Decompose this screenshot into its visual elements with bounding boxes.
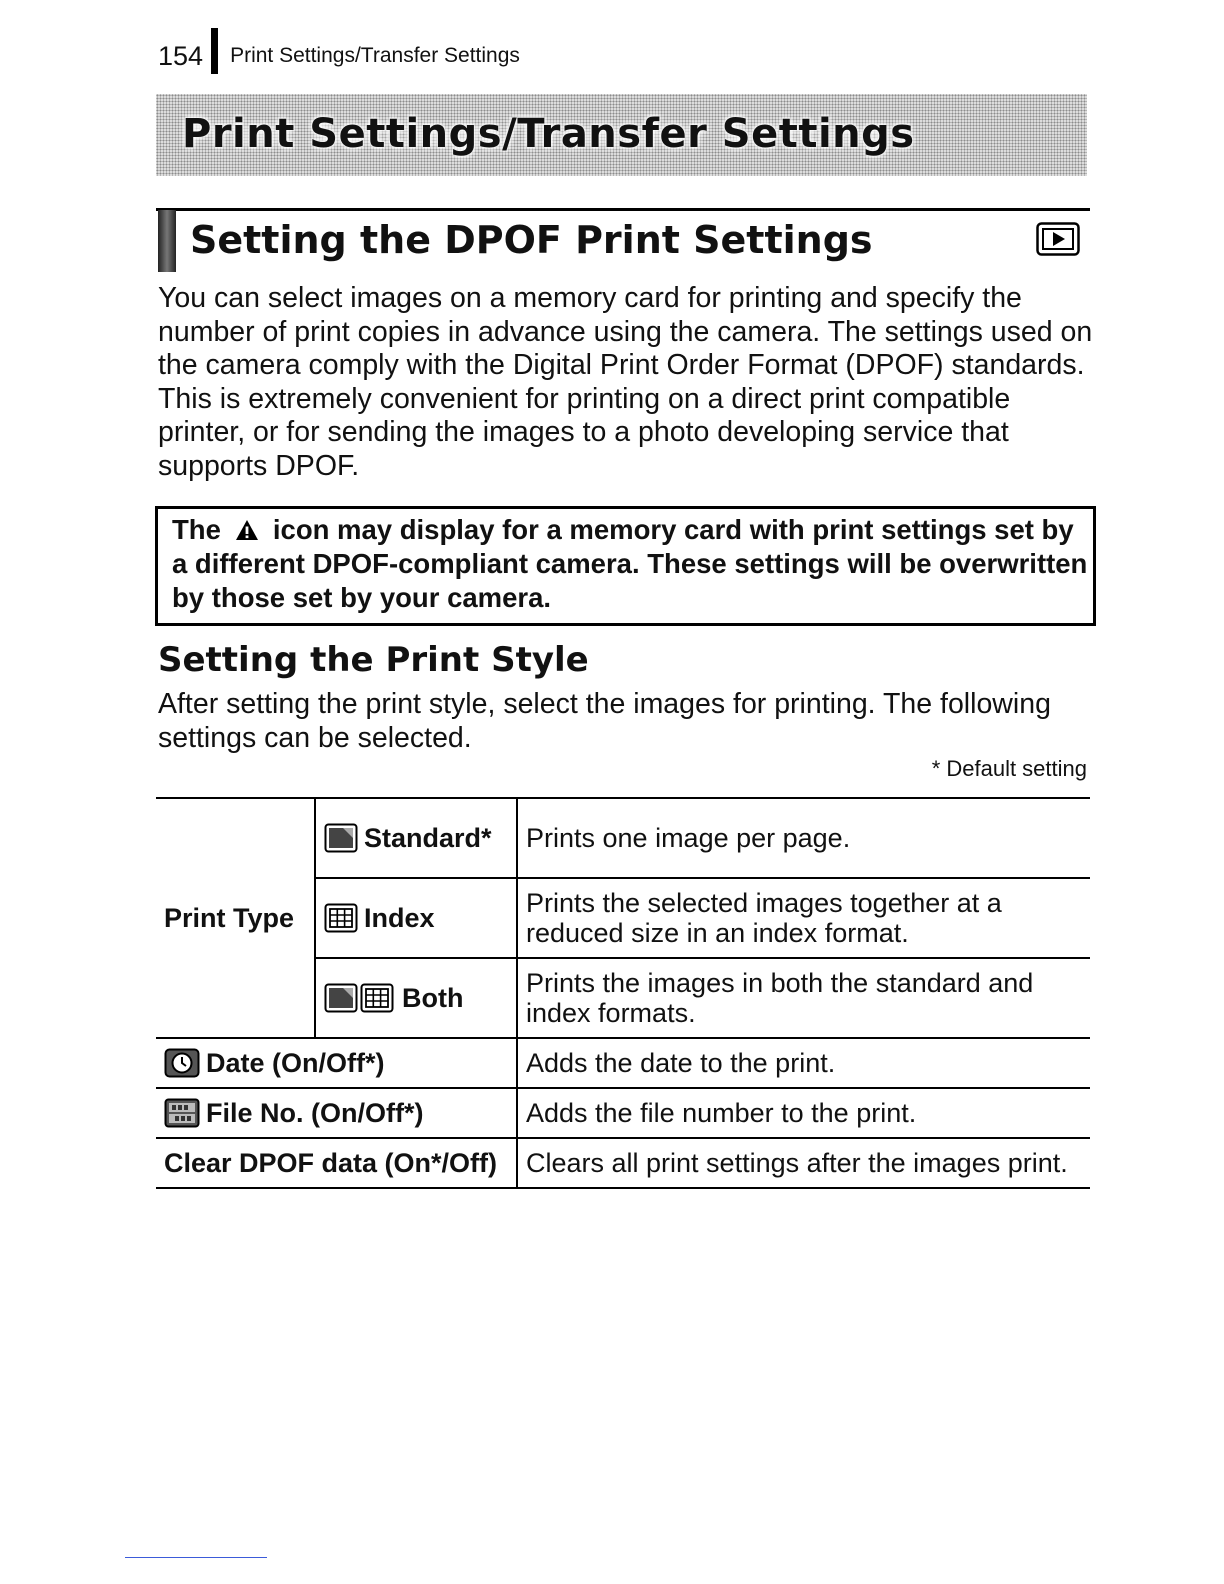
option-cell — [315, 798, 517, 878]
table-row — [156, 1138, 1090, 1188]
notice-text-rest: icon may display for a memory card with print settings set by a different DPOF-compliant camera. These settings will be overwritten by those set by your camera. — [172, 514, 1088, 613]
running-header — [158, 28, 520, 74]
running-title: Print Settings/Transfer Settings — [230, 44, 520, 67]
file-number-icon — [164, 1098, 200, 1128]
chapter-title: Print Settings/Transfer Settings — [182, 111, 915, 157]
option-clear-dpof: Clear DPOF data (On*/Off) — [156, 1138, 517, 1188]
description-standard: Prints one image per page. — [517, 798, 1090, 878]
option-both: Both — [402, 982, 464, 1013]
print-style-description: After setting the print style, select the images for printing. The following settings can be selected. — [158, 688, 1051, 754]
notice-box — [155, 506, 1096, 626]
option-date: Date (On/Off*) — [206, 1047, 385, 1078]
default-setting-note: * Default setting — [931, 756, 1087, 781]
intro-paragraph: You can select images on a memory card for printing and specify the number of print copies in advance using the camera. The settings used on the camera comply with the Digital Print Order Format (DPOF) standards. This is extremely convenient for printing on a direct print compatible printer, or for sending the images to a photo developing service that supports DPOF. — [158, 282, 1093, 482]
option-cell — [156, 1088, 517, 1138]
option-file-no: File No. (On/Off*) — [206, 1097, 424, 1128]
option-cell — [315, 958, 517, 1038]
description-clear-dpof: Clears all print settings after the images print. — [517, 1138, 1090, 1188]
table-row — [156, 1088, 1090, 1138]
playback-mode-icon — [1036, 222, 1080, 256]
section-marker — [158, 210, 176, 272]
table-row — [156, 798, 1090, 878]
print-type-label: Print Type — [156, 798, 315, 1038]
option-cell — [156, 1038, 517, 1088]
notice-text — [172, 513, 1093, 615]
date-icon — [164, 1048, 200, 1078]
option-cell — [315, 878, 517, 958]
notice-text-start: The — [172, 514, 221, 545]
print-settings-table — [156, 797, 1090, 1189]
description-file-no: Adds the file number to the print. — [517, 1088, 1090, 1138]
description-both: Prints the images in both the standard and index formats. — [517, 958, 1090, 1038]
standard-print-icon — [324, 823, 358, 853]
section-title: Setting the DPOF Print Settings — [190, 218, 873, 262]
index-print-icon — [324, 903, 358, 933]
warning-triangle-icon — [235, 519, 259, 541]
description-date: Adds the date to the print. — [517, 1038, 1090, 1088]
table-row — [156, 1038, 1090, 1088]
header-divider — [211, 28, 218, 74]
chapter-banner — [156, 94, 1087, 176]
page-number: 154 — [158, 41, 204, 71]
section-rule — [156, 208, 1090, 211]
description-index: Prints the selected images together at a reduced size in an index format. — [517, 878, 1090, 958]
subsection-title: Setting the Print Style — [158, 640, 589, 680]
option-index: Index — [364, 902, 435, 933]
both-print-icon — [324, 983, 396, 1013]
bottom-link-underline — [125, 1557, 267, 1558]
option-standard: Standard* — [364, 822, 492, 853]
